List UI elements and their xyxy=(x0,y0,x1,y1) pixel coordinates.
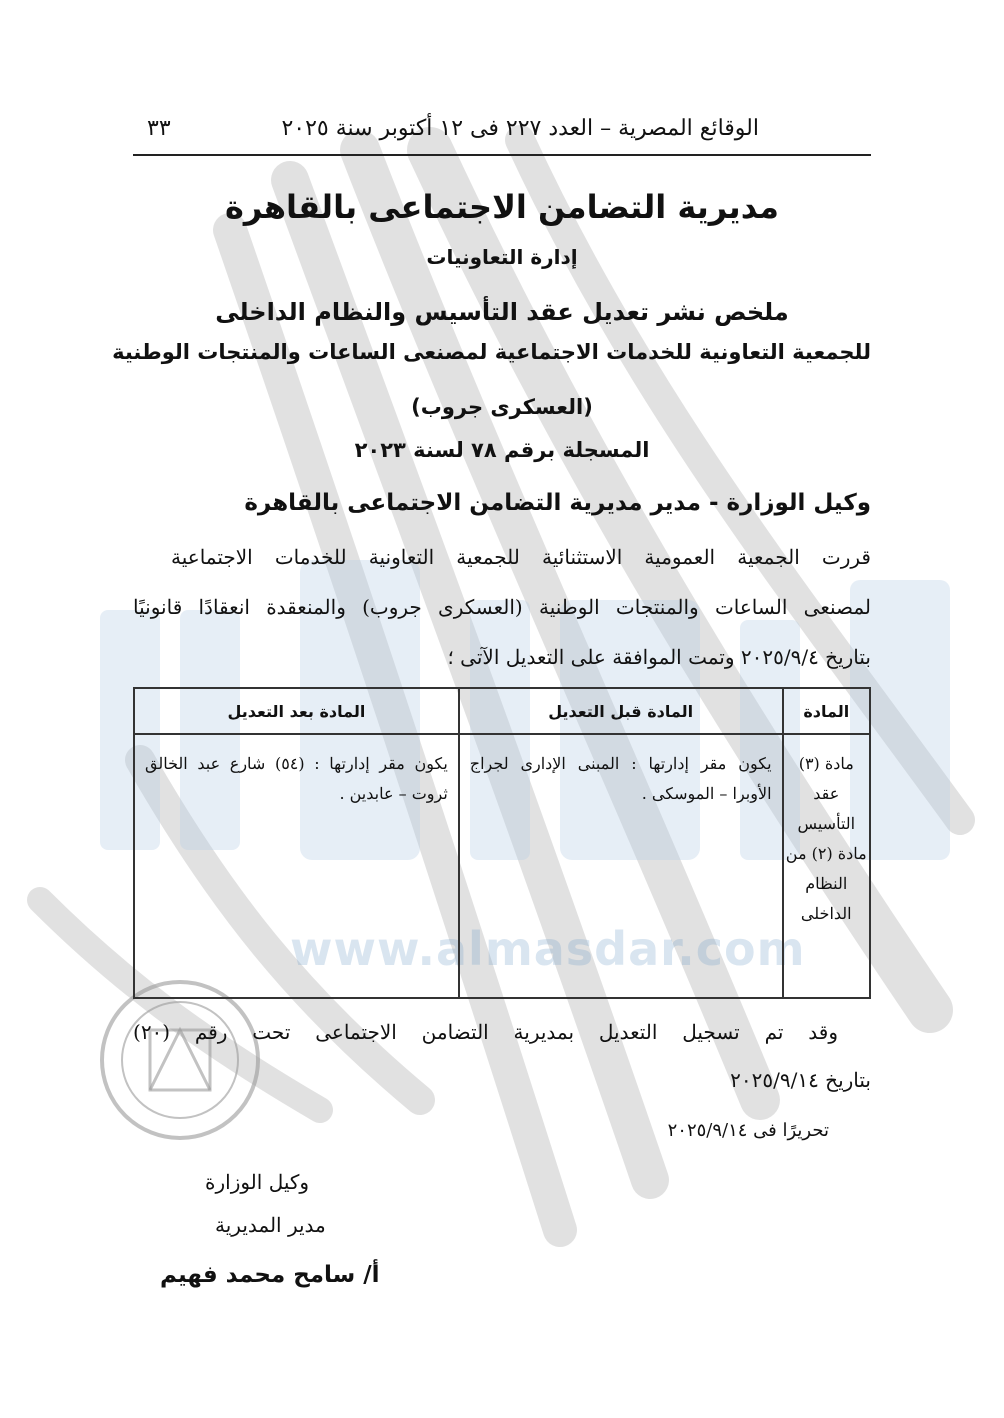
intro-line-1 xyxy=(133,545,871,569)
main-title: مديرية التضامن الاجتماعى بالقاهرة xyxy=(225,188,779,226)
header-after: المادة بعد التعديل xyxy=(134,688,459,734)
signatory-title-1: وكيل الوزارة xyxy=(205,1170,310,1194)
notice-title: ملخص نشر تعديل عقد التأسيس والنظام الداخلى xyxy=(215,298,789,326)
association-brand: (العسكرى جروب) xyxy=(411,395,593,419)
intro-line-3: بتاريخ ٢٠٢٥/٩/٤ وتمت الموافقة على التعديل الآتى ؛ xyxy=(447,645,871,669)
cell-article: مادة (٣) عقد التأسيس مادة (٢) من النظام الداخلى xyxy=(783,734,870,998)
header-before: المادة قبل التعديل xyxy=(459,688,783,734)
running-header-text: الوقائع المصرية – العدد ٢٢٧ فى ١٢ أكتوبر سنة ٢٠٢٥ xyxy=(281,116,759,141)
ministry-seal-icon xyxy=(102,982,258,1138)
signatory-title-2: مدير المديرية xyxy=(215,1213,326,1237)
cell-before: يكون مقر إدارتها : المبنى الإدارى لجراج الأوبرا – الموسكى . xyxy=(459,734,783,998)
running-header xyxy=(133,114,871,156)
written-date: تحريرًا فى ٢٠٢٥/٩/١٤ xyxy=(667,1120,829,1141)
registration-line-1: وقد تم تسجيل التعديل بمديرية التضامن الاجتماعى تحت رقم (٢٠) xyxy=(133,1020,838,1044)
association-name: للجمعية التعاونية للخدمات الاجتماعية لمصنعى الساعات والمنتجات الوطنية xyxy=(112,340,871,364)
page-number: ٣٣ xyxy=(147,116,171,141)
watermark-url: www.almasdar.com xyxy=(290,922,806,976)
table-row xyxy=(134,734,870,998)
intro-line-1-text: قررت الجمعية العمومية الاستثنائية للجمعية التعاونية للخدمات الاجتماعية xyxy=(171,545,871,569)
intro-line-2: لمصنعى الساعات والمنتجات الوطنية (العسكرى جروب) والمنعقدة انعقادًا قانونيًا xyxy=(133,595,871,619)
amendment-table xyxy=(133,687,871,999)
issuing-authority: وكيل الوزارة - مدير مديرية التضامن الاجتماعى بالقاهرة xyxy=(244,490,871,516)
department-title: إدارة التعاونيات xyxy=(426,245,578,269)
header-article: المادة xyxy=(783,688,870,734)
table-header-row xyxy=(134,688,870,734)
registration-line-2: بتاريخ ٢٠٢٥/٩/١٤ xyxy=(730,1068,871,1092)
cell-after: يكون مقر إدارتها : (٥٤) شارع عبد الخالق ثروت – عابدين . xyxy=(134,734,459,998)
registration-number: المسجلة برقم ٧٨ لسنة ٢٠٢٣ xyxy=(354,438,650,462)
signatory-name: أ/ سامح محمد فهيم xyxy=(160,1262,380,1288)
